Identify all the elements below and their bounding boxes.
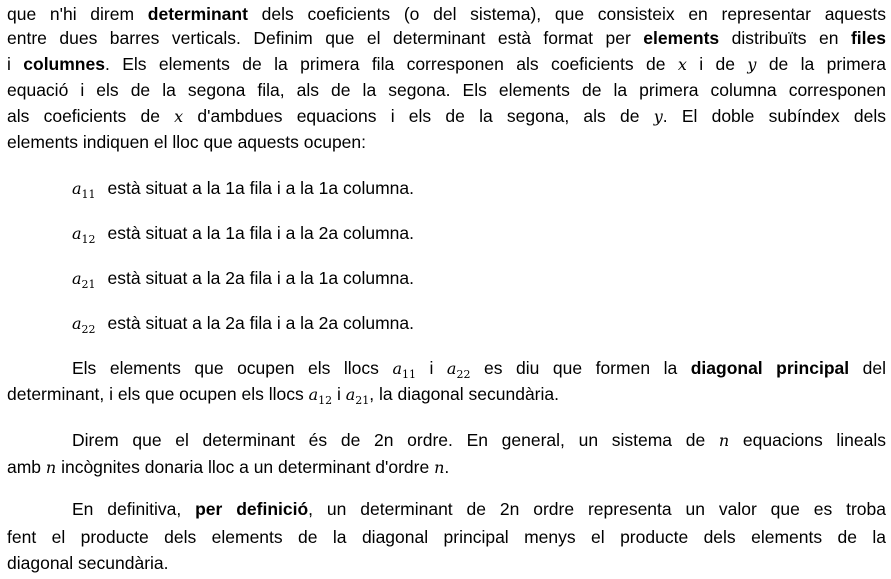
math-var-n: n — [434, 458, 445, 477]
math-var-a: $a_{12}$ — [72, 224, 96, 246]
entry-a22: $a_{22}$ està situat a la 2a fila i a la 2a columna. — [72, 313, 414, 336]
math-a22: $a_{22}$ — [446, 359, 471, 381]
paragraph-3-line-2: amb n incògnites donaria lloc a un determinant d'ordre n. — [7, 457, 450, 477]
math-a11: $a_{11}$ — [392, 359, 416, 381]
term-columnes: columnes — [23, 54, 105, 74]
entry-a21: $a_{21}$ està situat a la 2a fila i a la 1a columna. — [72, 268, 414, 291]
math-var-a: $a_{21}$ — [72, 269, 96, 291]
term-elements: elements — [643, 28, 720, 48]
math-a21: $a_{21}$ — [345, 385, 370, 407]
math-var-x: x — [174, 107, 184, 126]
paragraph-1-line-4: equació i els de la segona fila, als de la segona. Els elements de la primera columna corresponen — [7, 80, 886, 100]
paragraph-4-line-3: diagonal secundària. — [7, 553, 169, 573]
math-var-x: x — [677, 55, 687, 74]
paragraph-1-line-6: elements indiquen el lloc que aquests ocupen: — [7, 132, 366, 152]
math-var-y: y — [747, 55, 757, 74]
math-var-a: $a_{11}$ — [72, 179, 96, 201]
paragraph-3-line-1: Direm que el determinant és de 2n ordre. En general, un sistema de n equacions lineals — [72, 430, 886, 450]
term-diagonal-principal: diagonal principal — [690, 358, 850, 378]
term-files: files — [850, 28, 886, 48]
entry-a11: $a_{11}$ està situat a la 1a fila i a la 1a columna. — [72, 178, 414, 201]
paragraph-2-line-1: Els elements que ocupen els llocs $a_{11}$ i $a_{22}$ es diu que formen la diagonal principal del — [72, 358, 886, 381]
entry-a12: $a_{12}$ està situat a la 1a fila i a la 2a columna. — [72, 223, 414, 246]
paragraph-1-line-1: que n'hi direm determinant dels coeficients (o del sistema), que consisteix en representar aquests — [7, 4, 886, 24]
paragraph-1-line-3: i columnes. Els elements de la primera fila corresponen als coeficients de x i de y de la primera — [7, 54, 886, 74]
math-a12: $a_{12}$ — [308, 385, 333, 407]
math-var-n: n — [718, 431, 730, 450]
math-var-a: $a_{22}$ — [72, 314, 96, 336]
paragraph-4-line-2: fent el producte dels elements de la diagonal principal menys el producte dels elements de la — [7, 527, 886, 547]
term-per-definicio: per definició — [195, 499, 309, 519]
paragraph-2-line-2: determinant, i els que ocupen els llocs $a_{12}$ i $a_{21}$, la diagonal secundària. — [7, 384, 559, 407]
math-var-y: y — [653, 107, 663, 126]
math-var-n: n — [45, 458, 57, 477]
paragraph-1-line-2: entre dues barres verticals. Definim que el determinant està format per elements distribuïts en files — [7, 28, 886, 48]
term-determinant: determinant — [147, 4, 248, 24]
paragraph-4-line-1: En definitiva, per definició, un determinant de 2n ordre representa un valor que es troba — [72, 499, 887, 519]
paragraph-1-line-5: als coeficients de x d'ambdues equacions i els de la segona, als de y. El doble subíndex dels — [7, 106, 886, 126]
